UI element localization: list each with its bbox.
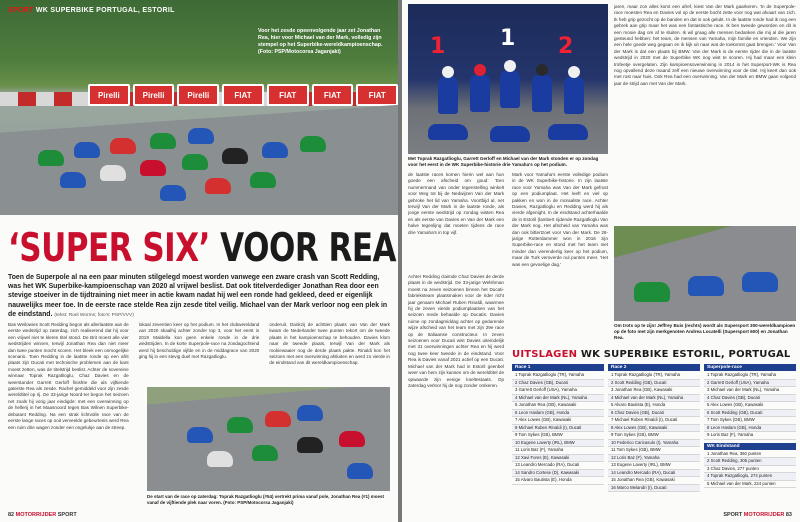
left-page bbox=[0, 0, 398, 522]
table-header: Race 1 bbox=[512, 364, 604, 371]
results-tables bbox=[512, 364, 796, 514]
table-row: 2 Chaz Davies (GB), Ducati bbox=[512, 380, 604, 388]
body-column: Bas Weilowies Scott Redding begon als allerlaatste aan de eerste wedstrijd op zaterdag, zich realiserend dat hij voor een vrijwel niet te kleren titel stond. De Brit moest alle vier wedstrijden winnen, terwijl Jonathan Rea dan niet meer dan twee punten mocht scoren. Het bleek een onmogelijke scenario. Toen Redding in de laatste ronde op een afrit plaats zijn Ducati met technische problemen aan de kant moest zetten, was de titelstrijd beslist. Achter de sovereine winnaar Toprak Razgatlioglu, Chaz Davies en de weerstander Garrett Gerloff finishte die als vijftiende gaterste Rea als zesde. Rachel gemiddeld voor zijn zesde wereldtitel op rij. De 33-jarige Noord-Ier begon het seizoen net zoals hij vorig jaar eindigde: met een overwinning op de hellerij in het Maasnoord tegen Bas Wilnen Superbike-debutant Redding. Na een strak lichtvolle race van de eerste lange races op ooit verveelde gebeurtenis werd Rea een ruim drie wagen zonder een ongelukje aan de streep. bbox=[8, 322, 129, 430]
table-row: 4 Michael van der Mark (NL), Yamaha bbox=[512, 395, 604, 403]
ad-board: FIAT bbox=[356, 84, 398, 106]
motorbike bbox=[742, 272, 778, 292]
table-row: 8 Michael Ruben Rinaldi (I), Ducati bbox=[512, 425, 604, 433]
table-row: 7 Michael Ruben Rinaldi (I), Ducati bbox=[608, 417, 700, 425]
ad-board: FIAT bbox=[267, 84, 309, 106]
table-row: 9 Loris Baz (F), Yamaha bbox=[704, 432, 796, 440]
table-row: 13 Eugene Laverty (IRL), BMW bbox=[608, 462, 700, 470]
table-row: 4 Toprak Razgatlioglu, 274 punten bbox=[704, 473, 796, 481]
motorbike bbox=[60, 172, 86, 188]
motorbike bbox=[222, 148, 248, 164]
body-column: onderuit. Dankzij de achttien plaats van Van der Mark kwam de Nederlander twee punten tekort om de tweede plaats in het kampioenschap te behouden. Davies klom naar de tweede plaats, terwijl Van der Mark als rookiewaaier nog de derde plaats pakte. Rinaldi kon het seizoen met een overwinning afsluiten en werd zo vierde in de eindstand van dit wereldkampioenschap. bbox=[269, 322, 390, 366]
motorbike bbox=[490, 126, 530, 142]
body-column: Mark voor Yamaha's eerste volledige podium in de WK Superbike-historie. In zijn laatste race voor Yamaha was Van der Mark gefrust op een podiumplaat. Het leeft en viel op pakken en won in de moraalste race. Achter Davies, Razgatlioglu en Redding werd hij als vierde afgenight. In de eindstand achterhaalde de in Estoril (lambert rijdende Razgatlioglu Van der Mark nog. Het afscheid van Yamaha was dan ook bittertzoet voor Van der Mark. De 28-jarige Rotterdammer won in 2016 zijn Superbike-race en stond met het team niet minder dan vierendertig keer op het podium, maar de Turk veroverde nul punten meer. 'Het was een gevoelige dag.' bbox=[512, 172, 608, 267]
article-credit: (tekst: Roel Worms; foto's: PSP/VVV) bbox=[54, 312, 134, 318]
photo-caption: Om trots op te zijn! Jeffrey Buis (rechts) wordt als Supersport 300-wereldkampioen op de foto met zijn merkgenoten Andrea Locatelli (Supersport 600) en Jonathan Rea. bbox=[614, 323, 796, 340]
headline-highlight: ‘SUPER SIX’ bbox=[8, 226, 210, 271]
table-row: 15 Jonathan Rea (GB), Kawasaki bbox=[608, 477, 700, 485]
motorbike bbox=[339, 431, 365, 447]
results-table-race2 bbox=[608, 364, 700, 514]
motorbike bbox=[297, 437, 323, 453]
motorbike bbox=[265, 411, 291, 427]
motorbike bbox=[205, 178, 231, 194]
table-header: Superpole-race bbox=[704, 364, 796, 371]
motorbike bbox=[38, 150, 64, 166]
table-row: 9 Tom Sykes (GB), BMW bbox=[608, 432, 700, 440]
motorbike bbox=[297, 405, 323, 421]
table-row: 4 Chaz Davies (GB), Ducati bbox=[704, 395, 796, 403]
table-row: 5 Alvaro Bautista (E), Honda bbox=[608, 402, 700, 410]
body-column: de laatste races komen hierin wel aan hun goede een afscheid om goud: 'Een nummermand van onder tegenstelling winkelt voor Weg tot bij de Nedwijzen Van der Mark gebroke het lid van Yamaha. Voortbijd al, net terwijl Van der Mark in de laatste ronde, als jonge eerste wedstrijd op zondag wisten Rea en als eerste van Davies en Van der Mark een halve tegenlijng dat moeten tijdens de race drie Yamaha's in top vijf. bbox=[408, 172, 504, 235]
folio: 82 MOTORRIJDER SPORT bbox=[8, 512, 77, 518]
motorbike bbox=[160, 185, 186, 201]
table-row: 1 Jonathan Rea, 360 punten bbox=[704, 451, 796, 459]
table-header: WK Eindstand bbox=[704, 443, 796, 450]
rider bbox=[500, 70, 520, 108]
motorbike bbox=[548, 124, 588, 140]
motorbike bbox=[207, 451, 233, 467]
body-column: jaren, maar zon alles komt een afref, kiest Van der Mark gaarkeren. 'In de Superpole-race moesten Rea en Davies vol op de eerste bocht zette voor nog wat afvaart van zich. Ik heb grip gezocht op de banden en dat is ook gelukt. In de laatste ronde had ik nog een gebrek aan grip maar het was een fantastische race. Ik ben tweede geworden en dit is een mooie dag om af te sluiten. Ik wil graag alle mensen bedanken die mij al die jaren gesteund hebben: het team, de mensen van Yamaha, mijn familie en vrienden. We zijn een hele goede weg gegaan en ik kijk uit naar wat de toekomst gaat brengen.' Voor Van der Mark is dat een plaats bij BMW. Van der Mark is de eerste rijder die in de laatste wedstrijd in 2020 met de Superbike WK nog wist te scoren. Hij had maar een klein trofeetje overgelaten. Zijn kampioensoverwinning in 2014 in het Superport-WK is Rea nog opvallend deze maand zelf een nieuwe overwinning voor de titel. Hij keert dan ook met rust naar huis. Ook Rea had een overwinning. Van der Mark en BMW gaan volgend jaar de strijd aan met Van der Mark. bbox=[614, 4, 796, 86]
body-column: lokaal zeventien keer op het podium. In het clubwereldand van 2020 skaalhij achter zonder top 3, voor het eerst in 2019 Maldella kon geen enkele ronde in de drie wedstrijden. In de korte Superpole-race na zondagochtend werd hij beschuldige vijfde en in de middagrace van 2020 ging hij in een stevig duel met Razgatlioglu. bbox=[138, 322, 260, 360]
podium-number: 1 bbox=[500, 26, 516, 51]
article-headline: ‘SUPER SIX’ VOOR REA bbox=[8, 226, 397, 271]
folio: SPORT MOTORRIJDER 83 bbox=[723, 512, 792, 518]
motorbike bbox=[252, 445, 278, 461]
table-row: 11 Tom Sykes (GB), BMW bbox=[608, 447, 700, 455]
podium-number: 1 bbox=[430, 34, 446, 59]
table-row: 5 Alex Lowes (GB), Kawasaki bbox=[704, 402, 796, 410]
table-header: Race 2 bbox=[608, 364, 700, 371]
advertising-boards bbox=[88, 84, 398, 106]
table-row: 2 Garrett Gerloff (USA), Yamaha bbox=[704, 380, 796, 388]
photo-caption: De start van de race op zaterdag: Toprak Razgatlioglu (#54) vertrekt prima vanaf pole, Jonathan Rea (#1) moest vanaf de vijftiende plek naar voren. (Foto: PSP/Motocorsa Jaganjaki) bbox=[147, 494, 384, 505]
podium-number: 2 bbox=[558, 34, 574, 59]
table-row: 3 Michael van der Mark (NL), Yamaha bbox=[704, 387, 796, 395]
motorbike bbox=[188, 128, 214, 144]
motorbike bbox=[688, 276, 724, 296]
supersport-photo bbox=[614, 226, 796, 321]
table-row: 5 Jonathan Rea (GB), Kawasaki bbox=[512, 402, 604, 410]
podium-photo bbox=[408, 4, 608, 154]
results-table-superpole bbox=[704, 364, 796, 514]
motorbike bbox=[100, 165, 126, 181]
ad-board: Pirelli bbox=[133, 84, 175, 106]
table-row: 11 Loris Baz (F), Yamaha bbox=[512, 447, 604, 455]
table-row: 7 Alex Lowes (GB), Kawasaki bbox=[512, 417, 604, 425]
rider bbox=[438, 76, 458, 114]
table-row: 14 Leandro Mercado (RA), Ducati bbox=[608, 470, 700, 478]
motorbike bbox=[428, 124, 468, 140]
table-row: 7 Tom Sykes (GB), BMW bbox=[704, 417, 796, 425]
table-row: 8 Leon Haslam (GB), Honda bbox=[704, 425, 796, 433]
rider bbox=[470, 74, 490, 112]
table-row: 1 Toprak Razgatlioglu (TR), Yamaha bbox=[512, 372, 604, 380]
motorbike bbox=[110, 138, 136, 154]
motorbike bbox=[347, 463, 373, 479]
table-row: 2 Scott Redding (GB), Ducati bbox=[608, 380, 700, 388]
table-row: 6 Scott Redding (GB), Ducati bbox=[704, 410, 796, 418]
motorbike bbox=[227, 417, 253, 433]
motorbike bbox=[187, 427, 213, 443]
table-row: 3 Chaz Davies, 277 punten bbox=[704, 466, 796, 474]
table-row: 6 Leon Haslam (GB), Honda bbox=[512, 410, 604, 418]
motorbike bbox=[74, 142, 100, 158]
table-row: 3 Garrett Gerloff (USA), Yamaha bbox=[512, 387, 604, 395]
table-row: 14 Sandro Cortese (D), Kawasaki bbox=[512, 470, 604, 478]
table-row: 12 Loris Baz (F), Yamaha bbox=[608, 455, 700, 463]
table-row: 16 Marco Melandri (I), Ducati bbox=[608, 485, 700, 493]
ad-board: Pirelli bbox=[177, 84, 219, 106]
table-row: 8 Alex Lowes (GB), Kawasaki bbox=[608, 425, 700, 433]
motorbike bbox=[634, 282, 670, 302]
ad-board: FIAT bbox=[222, 84, 264, 106]
right-page bbox=[402, 0, 800, 522]
hero-photo bbox=[0, 0, 398, 215]
table-row: 12 Xavi Fores (E), Kawasaki bbox=[512, 455, 604, 463]
motorbike bbox=[250, 172, 276, 188]
motorbike bbox=[262, 142, 288, 158]
table-row: 9 Tom Sykes (GB), BMW bbox=[512, 432, 604, 440]
motorbike bbox=[182, 154, 208, 170]
photo-caption: Met Toprak Razgatlioglu, Garrett Gerloff en Michael van der Mark stonden er op zondag voor het eerst in de WK Superbike-historie drie Yamaha's op het podium. bbox=[408, 156, 599, 167]
table-row: 5 Michael van der Mark, 224 punten bbox=[704, 481, 796, 489]
table-row: 3 Jonathan Rea (GB), Kawasaki bbox=[608, 387, 700, 395]
rider bbox=[532, 74, 552, 112]
body-column: Achter Redding claimde Chaz Davies de derde plaats in de wedstrijd. De 33-jarige Welshman moest na zeven seizoenen binnen het Ducati-fabrieksteam plaatsmaken voor de rider richt jaar genaam Michael Ruben Rinaldi, waarmee hij de zeven vierde podiumplaatsen van het seizoen mede behaalde op Ducatis. Davies ruime op zondagmiddag achter op gedurende wijze afscheid van het team met zijn 29e race op de Italiaanse constructeur. In zeven seizoenen voor Ducati wist Davies uiteindelijk met 31 overwinningen achter Rea en hij werd nog twee keer tweede in de eindstand. Voor Rea is Davies vanaf 2021 actief op een Ducati. Michael van der Mark had in Estoril geenbel weer van hem zijn kansen om de wereldtitel de opwaarde zijn eenige koeltestaats. Op zaterdag verloor hij de nog zonder omkeren. bbox=[408, 274, 504, 388]
table-row: 1 Toprak Razgatlioglu (TR), Yamaha bbox=[704, 372, 796, 380]
table-row: 10 Federico Caricasulo (I), Yamaha bbox=[608, 440, 700, 448]
motorbike bbox=[300, 136, 326, 152]
race-start-photo bbox=[147, 387, 390, 491]
motorbike bbox=[140, 160, 166, 176]
ad-board: FIAT bbox=[312, 84, 354, 106]
table-row: 15 Alvaro Bautista (E), Honda bbox=[512, 477, 604, 485]
motorbike bbox=[150, 133, 176, 149]
table-row: 2 Scott Redding, 305 punten bbox=[704, 458, 796, 466]
hero-caption: Voor het zesde opeenvolgende jaar zet Jonathan Rea, hier voor Michael van der Mark, volledig zijn stempel op het Superbike-wereldkampioenschap. (Foto: PSP/Motocorsa Jaganjaki) bbox=[258, 28, 383, 55]
results-heading: UITSLAGEN WK SUPERBIKE ESTORIL, PORTUGAL bbox=[512, 349, 791, 360]
results-table-race1 bbox=[512, 364, 604, 514]
table-row: 4 Michael van der Mark (NL), Yamaha bbox=[608, 395, 700, 403]
table-row: 1 Toprak Razgatlioglu (TR), Yamaha bbox=[608, 372, 700, 380]
table-row: 13 Leandro Mercado (RA), Ducati bbox=[512, 462, 604, 470]
ad-board: Pirelli bbox=[88, 84, 130, 106]
table-row: 6 Chaz Davies (GB), Ducati bbox=[608, 410, 700, 418]
article-intro: Toen de Superpole al na een paar minuten stilgelegd moest worden vanwege een zware crash van Scott Redding, was het WK Superbike-kampioenschap van 2020 al vrijwel beslist. Dat ook titelverdediger Jonathan Rea door een stevige stoeiver in de tijdtraining niet meer in actie kwam nadat hij wel een ronde had gekleed, deed er eigenlijk nauwelijks meer toe. In de eerste race stelde Rea zijn zesde titel veilig. Michael van der Mark verloor nog een plek in de eindstand. (tekst: Roel Worms; foto's: PSP/VVV) bbox=[8, 274, 388, 318]
table-row: 10 Eugene Laverty (IRL), BMW bbox=[512, 440, 604, 448]
results-table-standings bbox=[704, 443, 796, 489]
section-kicker: SPORT WK SUPERBIKE PORTUGAL, ESTORIL bbox=[8, 7, 175, 14]
rider bbox=[564, 76, 584, 114]
